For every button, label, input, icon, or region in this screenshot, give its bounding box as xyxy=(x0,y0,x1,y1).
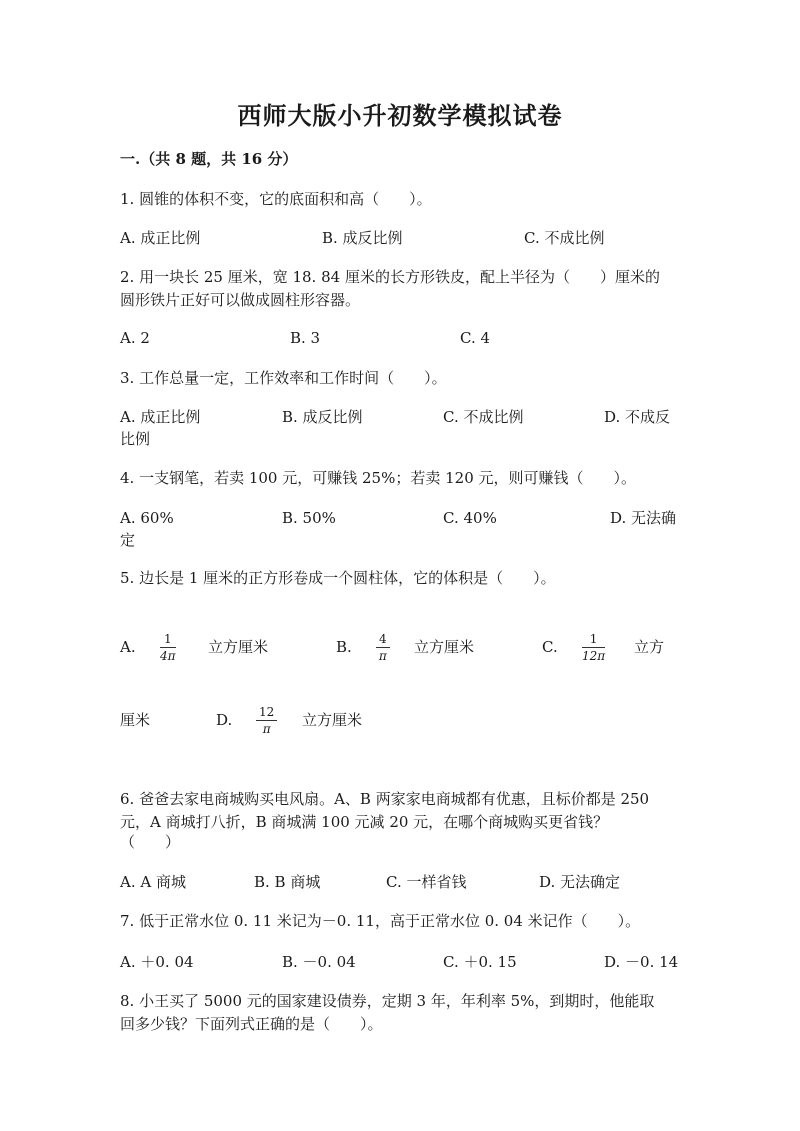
question-5-option-d-unit: 立方厘米 xyxy=(302,711,363,729)
question-6-stem-line-3: （ ） xyxy=(120,833,181,851)
question-5-option-a-label: A. xyxy=(120,638,136,656)
question-5-option-c-wrap: 厘米 xyxy=(120,711,151,729)
question-6-stem-line-1: 6. 爸爸去家电商城购买电风扇。A、B 两家家电商城都有优惠，且标价都是 250 xyxy=(120,790,650,808)
fraction-denominator: 4π xyxy=(160,649,176,663)
question-6-stem-line-2: 元，A 商城打八折，B 商城满 100 元减 20 元，在哪个商城购买更省钱？ xyxy=(120,813,609,831)
question-7-option-d: D. －0. 14 xyxy=(604,953,679,971)
fraction-denominator: 12π xyxy=(582,649,606,663)
question-4-option-c: C. 40% xyxy=(443,509,497,527)
question-3-option-d: D. 不成反 xyxy=(604,408,671,426)
question-2-stem-line-1: 2. 用一块长 25 厘米，宽 18. 84 厘米的长方形铁皮，配上半径为（ ）厘米的 xyxy=(120,268,660,286)
question-8-stem-line-2: 回多少钱？下面列式正确的是（ ）。 xyxy=(120,1015,383,1033)
question-4-option-d-wrap: 定 xyxy=(120,531,136,549)
question-5-option-b-label: B. xyxy=(336,638,352,656)
question-2-option-c: C. 4 xyxy=(460,329,491,347)
question-7-option-c: C. ＋0. 15 xyxy=(443,953,517,971)
question-1-stem: 1. 圆锥的体积不变，它的底面积和高（ ）。 xyxy=(120,190,432,208)
question-5-option-a-fraction xyxy=(160,632,176,663)
fraction-denominator: π xyxy=(262,722,271,736)
fraction-numerator: 1 xyxy=(163,632,172,646)
question-6-option-d: D. 无法确定 xyxy=(539,873,621,891)
question-1-option-c: C. 不成比例 xyxy=(524,229,605,247)
question-1-option-b: B. 成反比例 xyxy=(322,229,403,247)
page-title: 西师大版小升初数学模拟试卷 xyxy=(237,101,563,130)
question-5-option-d-fraction xyxy=(256,705,277,736)
question-6-option-c: C. 一样省钱 xyxy=(386,873,467,891)
fraction-denominator: π xyxy=(378,649,387,663)
question-2-stem-line-2: 圆形铁片正好可以做成圆柱形容器。 xyxy=(120,291,361,309)
question-1-option-a: A. 成正比例 xyxy=(120,229,201,247)
question-5-option-b-unit: 立方厘米 xyxy=(414,638,475,656)
fraction-numerator: 4 xyxy=(379,632,387,646)
question-6-option-b: B. B 商城 xyxy=(254,873,321,891)
question-5-option-d-label: D. xyxy=(216,711,233,729)
question-5-stem: 5. 边长是 1 厘米的正方形卷成一个圆柱体，它的体积是（ ）。 xyxy=(120,569,556,587)
question-7-option-b: B. －0. 04 xyxy=(282,953,356,971)
question-4-option-a: A. 60% xyxy=(120,509,174,527)
question-4-stem: 4. 一支钢笔，若卖 100 元，可赚钱 25%；若卖 120 元，则可赚钱（ ）。 xyxy=(120,469,637,487)
question-3-stem: 3. 工作总量一定，工作效率和工作时间（ ）。 xyxy=(120,369,447,387)
question-2-option-a: A. 2 xyxy=(120,329,150,347)
question-3-option-a: A. 成正比例 xyxy=(120,408,201,426)
question-5-option-b-fraction xyxy=(376,632,390,663)
question-3-option-d-wrap: 比例 xyxy=(120,430,151,448)
question-5-option-c-unit: 立方 xyxy=(634,638,665,656)
question-5-option-c-fraction xyxy=(582,632,605,663)
question-5-option-c-label: C. xyxy=(542,638,558,656)
fraction-numerator: 1 xyxy=(589,632,598,646)
section-heading: 一.（共 8 题，共 16 分） xyxy=(120,150,298,168)
question-7-stem: 7. 低于正常水位 0. 11 米记为－0. 11，高于正常水位 0. 04 米记作（ ）。 xyxy=(120,912,641,930)
question-7-option-a: A. ＋0. 04 xyxy=(120,953,194,971)
question-6-option-a: A. A 商城 xyxy=(120,873,186,891)
question-5-option-a-unit: 立方厘米 xyxy=(208,638,269,656)
question-4-option-b: B. 50% xyxy=(282,509,336,527)
question-8-stem-line-1: 8. 小王买了 5000 元的国家建设债券，定期 3 年，年利率 5%，到期时，他能取 xyxy=(120,992,655,1010)
question-4-option-d: D. 无法确 xyxy=(610,509,677,527)
question-3-option-b: B. 成反比例 xyxy=(282,408,363,426)
question-3-option-c: C. 不成比例 xyxy=(443,408,524,426)
fraction-numerator: 12 xyxy=(259,705,275,719)
question-2-option-b: B. 3 xyxy=(290,329,321,347)
